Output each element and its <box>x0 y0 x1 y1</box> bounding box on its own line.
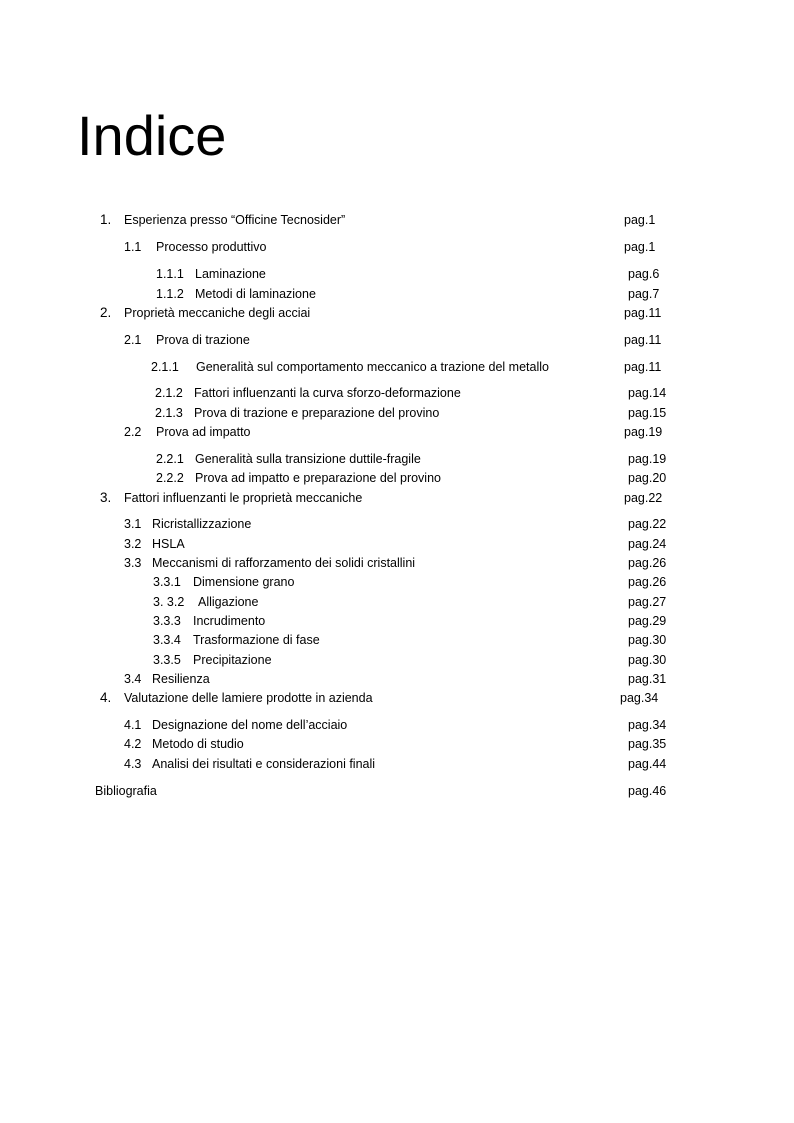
toc-number: 3. 3.2 <box>153 595 185 609</box>
toc-page: pag.24 <box>628 537 667 551</box>
toc-entry-2-2-1 <box>0 450 794 468</box>
toc-label: Prova di trazione <box>156 333 250 347</box>
toc-page: pag.20 <box>628 471 667 485</box>
toc-number: 2.2.1 <box>156 452 184 466</box>
toc-number: 3.3.1 <box>153 575 181 589</box>
toc-label: Prova di trazione e preparazione del provino <box>194 406 440 420</box>
toc-entry-3-3-5 <box>0 651 794 669</box>
toc-page: pag.26 <box>628 556 667 570</box>
toc-number: 1.1.2 <box>156 287 184 301</box>
toc-label: Resilienza <box>152 672 210 686</box>
toc-number: 1.1.1 <box>156 267 184 281</box>
toc-entry-2-1-3 <box>0 404 794 422</box>
toc-label: Processo produttivo <box>156 240 267 254</box>
toc-page: pag.14 <box>628 386 667 400</box>
toc-number: 3.1 <box>124 517 142 531</box>
toc-number: 2.1.3 <box>155 406 183 420</box>
toc-page: pag.19 <box>624 425 663 439</box>
toc-entry-4-2 <box>0 735 794 753</box>
toc-entry-2-2 <box>0 423 794 441</box>
toc-entry-3 <box>0 489 794 507</box>
toc-entry-4 <box>0 689 794 707</box>
toc-page: pag.11 <box>624 360 662 374</box>
toc-entry-4-3 <box>0 755 794 773</box>
toc-label: Laminazione <box>195 267 266 281</box>
toc-page: pag.34 <box>620 691 659 705</box>
toc-label: Designazione del nome dell’acciaio <box>152 718 348 732</box>
toc-number: 3.3 <box>124 556 142 570</box>
toc-page: pag.44 <box>628 757 667 771</box>
toc-page: pag.1 <box>624 213 656 227</box>
page-title: Indice <box>77 104 227 167</box>
toc-entry-2-1-1 <box>0 358 794 376</box>
toc-entry-1-1-2 <box>0 285 794 303</box>
toc-label: Fattori influenzanti le proprietà meccaniche <box>124 491 363 505</box>
toc-page: pag.11 <box>624 333 662 347</box>
toc-number: 2.2.2 <box>156 471 184 485</box>
toc-entry-3-1 <box>0 515 794 533</box>
toc-label: Dimensione grano <box>193 575 295 589</box>
toc-page: pag.15 <box>628 406 667 420</box>
toc-entry-3-3 <box>0 554 794 572</box>
toc-page: pag.30 <box>628 653 667 667</box>
toc-entry-1 <box>0 211 794 229</box>
toc-label: Prova ad impatto <box>156 425 251 439</box>
toc-entry-4-1 <box>0 716 794 734</box>
toc-page: pag.30 <box>628 633 667 647</box>
toc-number: 1.1 <box>124 240 142 254</box>
toc-entry-1-1-1 <box>0 265 794 283</box>
toc-entry-1-1 <box>0 238 794 256</box>
toc-number: 3.3.5 <box>153 653 181 667</box>
toc-number: 2.1.2 <box>155 386 183 400</box>
toc-entry-3-3-3 <box>0 612 794 630</box>
toc-number: 2.1 <box>124 333 142 347</box>
toc-page: pag.46 <box>628 784 667 798</box>
toc-number: 2.1.1 <box>151 360 179 374</box>
toc-label: Proprietà meccaniche degli acciai <box>124 306 311 320</box>
toc-number: 1. <box>100 212 112 227</box>
toc-label: Ricristallizzazione <box>152 517 252 531</box>
toc-label: Prova ad impatto e preparazione del provino <box>195 471 441 485</box>
toc-entry-2-1-2 <box>0 384 794 402</box>
toc-number: 4.1 <box>124 718 142 732</box>
toc-label: Meccanismi di rafforzamento dei solidi cristallini <box>152 556 416 570</box>
toc-page: pag.19 <box>628 452 667 466</box>
toc-label: Trasformazione di fase <box>193 633 320 647</box>
toc-entry-3-3-2 <box>0 593 794 611</box>
toc-label: Precipitazione <box>193 653 272 667</box>
toc-page: pag.6 <box>628 267 660 281</box>
toc-number: 3.3.3 <box>153 614 181 628</box>
toc-label: Alligazione <box>198 595 259 609</box>
toc-label: HSLA <box>152 537 185 551</box>
toc-entry-2 <box>0 304 794 322</box>
toc-number: 3.2 <box>124 537 142 551</box>
toc-entry-3-4 <box>0 670 794 688</box>
toc-page: pag.1 <box>624 240 656 254</box>
toc-page: pag.7 <box>628 287 660 301</box>
toc-label: Metodi di laminazione <box>195 287 316 301</box>
toc-page: pag.29 <box>628 614 667 628</box>
toc-label: Fattori influenzanti la curva sforzo-deformazione <box>194 386 461 400</box>
toc-page: pag.26 <box>628 575 667 589</box>
toc-label: Generalità sulla transizione duttile-fragile <box>195 452 421 466</box>
toc-entry-2-1 <box>0 331 794 349</box>
toc-entry-3-3-4 <box>0 631 794 649</box>
toc-number: 3.3.4 <box>153 633 181 647</box>
toc-label: Valutazione delle lamiere prodotte in azienda <box>124 691 373 705</box>
toc-number: 2.2 <box>124 425 142 439</box>
toc-entry-2-2-2 <box>0 469 794 487</box>
toc-page: pag.11 <box>624 306 662 320</box>
toc-number: 3.4 <box>124 672 142 686</box>
toc-number: 4.2 <box>124 737 142 751</box>
toc-page: pag.22 <box>628 517 667 531</box>
toc-label: Analisi dei risultati e considerazioni finali <box>152 757 376 771</box>
toc-entry-3-2 <box>0 535 794 553</box>
toc-page: pag.34 <box>628 718 667 732</box>
toc-entry-bibliografia <box>0 782 794 800</box>
toc-number: 4. <box>100 690 112 705</box>
toc-number: 3. <box>100 490 112 505</box>
toc-label: Metodo di studio <box>152 737 244 751</box>
toc-label: Generalità sul comportamento meccanico a trazione del metallo <box>196 360 549 374</box>
toc-label: Esperienza presso “Officine Tecnosider” <box>124 213 346 227</box>
toc-number: 2. <box>100 305 112 320</box>
toc-label: Bibliografia <box>95 784 157 798</box>
toc-label: Incrudimento <box>193 614 266 628</box>
toc-page: pag.31 <box>628 672 667 686</box>
toc-number: 4.3 <box>124 757 142 771</box>
toc-page: pag.27 <box>628 595 667 609</box>
toc-entry-3-3-1 <box>0 573 794 591</box>
toc-page: pag.35 <box>628 737 667 751</box>
toc-page: pag.22 <box>624 491 663 505</box>
